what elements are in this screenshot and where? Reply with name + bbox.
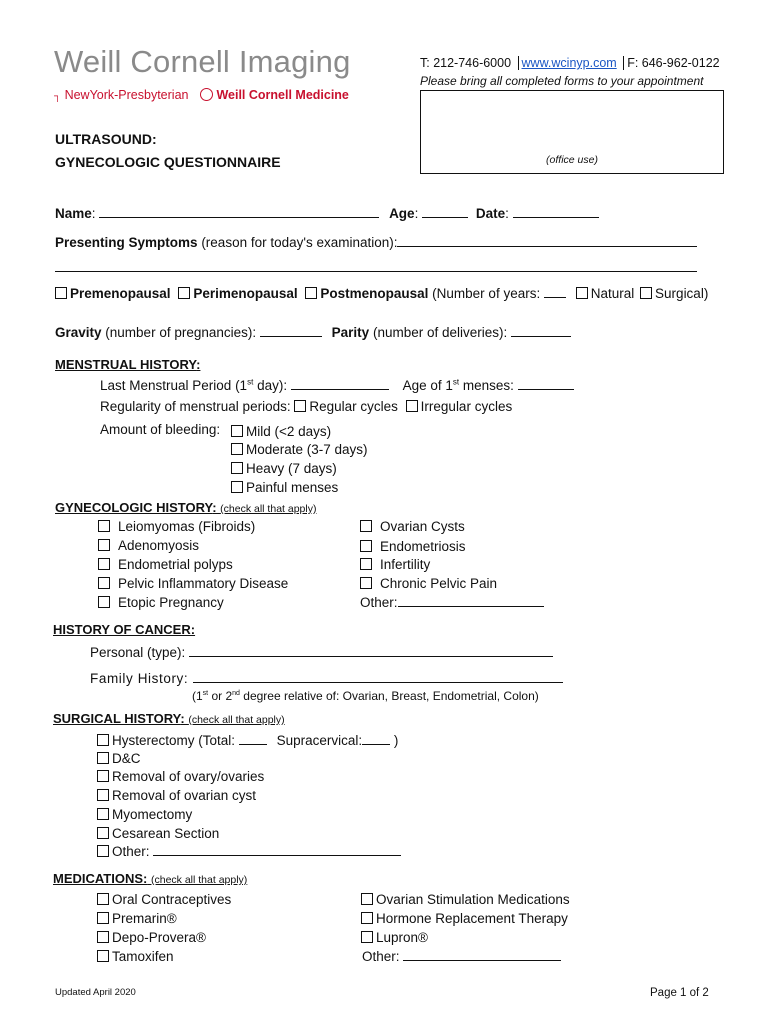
bleeding-option: Heavy (7 days): [231, 461, 337, 476]
parity-field[interactable]: [511, 335, 571, 337]
medication-checkbox[interactable]: [361, 931, 373, 943]
form-title-line2: GYNECOLOGIC QUESTIONNAIRE: [55, 154, 281, 170]
gyn-item: Chronic Pelvic Pain: [360, 576, 497, 591]
contact-line: [420, 56, 720, 70]
gyn-checkbox[interactable]: [360, 577, 372, 589]
name-label: Name: [55, 206, 92, 221]
surgical-item: Cesarean Section: [97, 826, 219, 841]
cancer-heading: HISTORY OF CANCER:: [53, 622, 196, 637]
bleeding-option: Painful menses: [231, 480, 338, 495]
gyn-item: Endometrial polyps: [98, 557, 233, 572]
surgical-heading: SURGICAL HISTORY: (check all that apply): [53, 711, 285, 726]
symptoms-field[interactable]: [397, 245, 697, 247]
gyn-checkbox[interactable]: [98, 596, 110, 608]
medication-checkbox[interactable]: [361, 912, 373, 924]
gynecologic-note: (check all that apply): [220, 503, 317, 515]
medication-other-label: Other:: [362, 949, 400, 964]
supracervical-label: Supracervical:: [276, 733, 363, 748]
symptoms-row: [55, 235, 697, 250]
surgical-other-checkbox[interactable]: [97, 845, 109, 857]
gyn-item: Pelvic Inflammatory Disease: [98, 576, 288, 591]
natural-label: Natural: [590, 286, 635, 301]
medication-item: Tamoxifen: [97, 949, 174, 964]
bleeding-checkbox[interactable]: [231, 481, 243, 493]
surgical-checkbox[interactable]: [97, 827, 109, 839]
hysterectomy-label: Hysterectomy (Total:: [112, 733, 236, 748]
gravity-row: [55, 325, 571, 340]
medication-item: Ovarian Stimulation Medications: [361, 892, 570, 907]
irregular-cycles-label: Irregular cycles: [420, 399, 513, 414]
age-field[interactable]: [422, 216, 468, 218]
gravity-field[interactable]: [260, 335, 322, 337]
surgical-checkbox[interactable]: [97, 770, 109, 782]
family-history-label: Family History:: [90, 671, 189, 686]
fax-number: F: 646-962-0122: [627, 56, 720, 70]
gyn-checkbox[interactable]: [98, 520, 110, 532]
gyn-checkbox[interactable]: [360, 558, 372, 570]
gyn-item: Infertility: [360, 557, 430, 572]
gyn-item: Etopic Pregnancy: [98, 595, 224, 610]
gyn-checkbox[interactable]: [360, 540, 372, 552]
name-field[interactable]: [99, 216, 379, 218]
medication-other-field[interactable]: [403, 959, 561, 961]
medication-checkbox[interactable]: [97, 893, 109, 905]
lmp-row: [100, 377, 574, 393]
menstrual-heading: MENSTRUAL HISTORY:: [55, 357, 201, 372]
bleeding-option: Mild (<2 days): [231, 424, 331, 439]
gyn-item: Leiomyomas (Fibroids): [98, 519, 255, 534]
supracervical-field[interactable]: [362, 743, 390, 745]
personal-cancer-field[interactable]: [189, 655, 553, 657]
regularity-row: [100, 399, 512, 414]
wcm-seal-icon: [200, 88, 213, 101]
postmenopausal-checkbox[interactable]: [305, 287, 317, 299]
gyn-item: Adenomyosis: [98, 538, 199, 553]
surgical-note: (check all that apply): [188, 714, 285, 726]
perimenopausal-label: Perimenopausal: [193, 286, 298, 301]
surgical-other-row: [97, 844, 401, 859]
phone-number: T: 212-746-6000: [420, 56, 512, 70]
medication-item: Oral Contraceptives: [97, 892, 231, 907]
gravity-note: (number of pregnancies):: [105, 325, 257, 340]
gyn-item: Ovarian Cysts: [360, 519, 465, 534]
nyp-logo-icon: ┐: [54, 91, 62, 102]
hysterectomy-row: Hysterectomy (Total: Supracervical: ): [97, 733, 398, 748]
gravity-label: Gravity: [55, 325, 102, 340]
wcm-logo-text: Weill Cornell Medicine: [216, 88, 349, 102]
medication-checkbox[interactable]: [97, 931, 109, 943]
family-history-field[interactable]: [193, 681, 563, 683]
surgical-other-label: Other:: [112, 844, 150, 859]
personal-cancer-label: Personal (type):: [90, 645, 186, 660]
updated-date: Updated April 2020: [55, 987, 136, 998]
regular-cycles-label: Regular cycles: [309, 399, 398, 414]
gynecologic-heading: GYNECOLOGIC HISTORY: (check all that apply): [55, 500, 317, 515]
postmenopausal-label: Postmenopausal: [320, 286, 429, 301]
gyn-checkbox[interactable]: [98, 558, 110, 570]
parity-label: Parity: [331, 325, 370, 340]
hysterectomy-checkbox[interactable]: [97, 734, 109, 746]
surgical-checkbox[interactable]: [640, 287, 652, 299]
form-title: [55, 128, 281, 174]
form-title-line1: ULTRASOUND:: [55, 131, 157, 147]
premenopausal-label: Premenopausal: [70, 286, 171, 301]
regularity-label: Regularity of menstrual periods:: [100, 399, 291, 414]
bleeding-label: Amount of bleeding:: [100, 422, 221, 437]
lmp-field[interactable]: [291, 388, 389, 390]
medications-note: (check all that apply): [151, 874, 248, 886]
medications-heading: MEDICATIONS: (check all that apply): [53, 871, 248, 886]
gyn-other-row: [360, 595, 544, 610]
surgical-label: Surgical): [655, 286, 709, 301]
surgical-item: Removal of ovary/ovaries: [97, 769, 264, 784]
years-note: (Number of years:: [432, 286, 541, 301]
page-number: Page 1 of 2: [650, 987, 709, 999]
age-first-menses-label: Age of 1st menses:: [402, 377, 514, 393]
bleeding-checkbox[interactable]: [231, 443, 243, 455]
medication-checkbox[interactable]: [97, 950, 109, 962]
hysterectomy-total-field[interactable]: [239, 743, 267, 745]
personal-cancer-row: [90, 645, 553, 660]
gyn-checkbox[interactable]: [360, 520, 372, 532]
lmp-label: Last Menstrual Period (1st day):: [100, 377, 288, 393]
parity-note: (number of deliveries):: [372, 325, 508, 340]
surgical-checkbox[interactable]: [97, 808, 109, 820]
bleeding-checkbox[interactable]: [231, 462, 243, 474]
menopause-years-field[interactable]: [544, 296, 566, 298]
surgical-item: Myomectomy: [97, 807, 192, 822]
nyp-logo-text: NewYork-Presbyterian: [64, 88, 189, 102]
website-link[interactable]: www.wcinyp.com: [521, 56, 617, 70]
gyn-checkbox[interactable]: [98, 577, 110, 589]
surgical-checkbox[interactable]: [97, 789, 109, 801]
date-field[interactable]: [513, 216, 599, 218]
family-history-row: [90, 671, 563, 686]
symptoms-label: Presenting Symptoms: [55, 235, 198, 250]
brand-logo-text: Weill Cornell Imaging: [54, 44, 351, 79]
symptoms-note: (reason for today's examination):: [201, 235, 398, 250]
gyn-other-field[interactable]: [398, 605, 544, 607]
medication-item: Lupron®: [361, 930, 428, 945]
bleeding-checkbox[interactable]: [231, 425, 243, 437]
age-label: Age: [389, 206, 415, 221]
bleeding-option: Moderate (3-7 days): [231, 442, 368, 457]
irregular-cycles-checkbox[interactable]: [406, 400, 418, 412]
partner-logos: [54, 88, 349, 102]
office-use-label: (office use): [546, 154, 598, 166]
surgical-item: D&C: [97, 751, 141, 766]
surgical-checkbox[interactable]: [97, 752, 109, 764]
surgical-item: Removal of ovarian cyst: [97, 788, 256, 803]
gyn-item: Endometriosis: [360, 539, 466, 554]
office-use-box: [420, 90, 724, 174]
medication-item: Premarin®: [97, 911, 177, 926]
gyn-other-label: Other:: [360, 595, 398, 610]
medication-other-row: [362, 949, 561, 964]
gyn-checkbox[interactable]: [98, 539, 110, 551]
medication-checkbox[interactable]: [97, 912, 109, 924]
relative-note: (1st or 2nd degree relative of: Ovarian, Breast, Endometrial, Colon): [192, 689, 539, 703]
surgical-other-field[interactable]: [153, 854, 401, 856]
name-row: Name: Age: Date:: [55, 206, 599, 221]
natural-checkbox[interactable]: [576, 287, 588, 299]
premenopausal-checkbox[interactable]: [55, 287, 67, 299]
perimenopausal-checkbox[interactable]: [178, 287, 190, 299]
age-first-menses-field[interactable]: [518, 388, 574, 390]
menopause-row: [55, 286, 708, 301]
medication-checkbox[interactable]: [361, 893, 373, 905]
appointment-instruction: Please bring all completed forms to your appointment: [420, 74, 704, 88]
date-label: Date: [475, 206, 506, 221]
medication-item: Hormone Replacement Therapy: [361, 911, 568, 926]
medication-item: Depo-Provera®: [97, 930, 206, 945]
regular-cycles-checkbox[interactable]: [294, 400, 306, 412]
symptoms-field-line2[interactable]: [55, 271, 697, 272]
